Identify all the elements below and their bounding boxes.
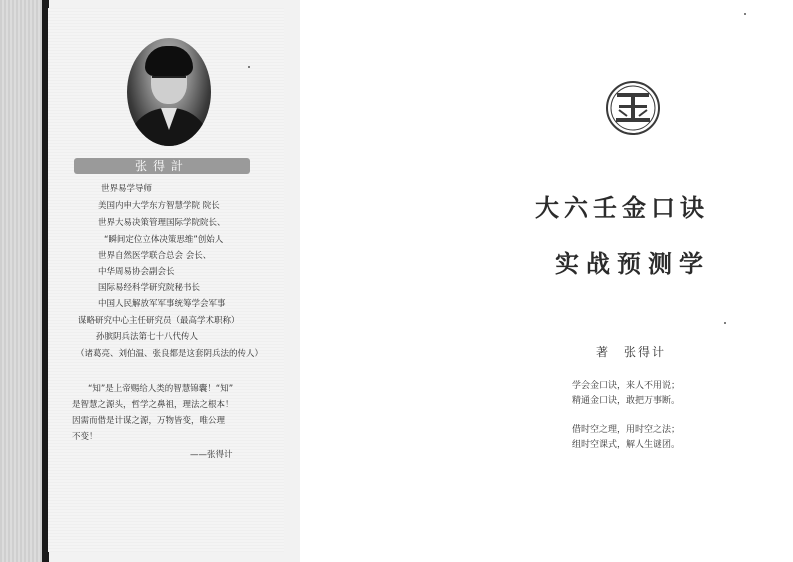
bio-line: 国际易经科学研究院秘书长 bbox=[98, 283, 201, 293]
book-title-line-2: 实战预测学 bbox=[555, 249, 710, 278]
bio-line: 世界易学导师 bbox=[101, 184, 153, 194]
portrait-glasses bbox=[152, 76, 186, 86]
scan-speck bbox=[724, 322, 726, 324]
quote-line: 是智慧之源头，哲学之鼻祖，理法之根本！ bbox=[72, 400, 234, 410]
verse-line: 精通金口诀，敢把万事断。 bbox=[572, 396, 681, 406]
publisher-seal-logo bbox=[605, 80, 661, 136]
verse-line: 学会金口诀，来人不用说； bbox=[572, 381, 681, 391]
bio-line: 世界大易决策管理国际学院院长、 bbox=[98, 218, 226, 228]
book-title-line-1: 大六壬金口诀 bbox=[535, 193, 709, 222]
byline-label: 著 bbox=[596, 345, 609, 359]
quote-signature: ——张得计 bbox=[190, 450, 233, 460]
page-spine-strip bbox=[0, 0, 44, 562]
verse-line: 组时空课式，解人生谜团。 bbox=[572, 440, 681, 450]
quote-line: 不变！ bbox=[72, 432, 98, 442]
bio-line: 谋略研究中心主任研究员（最高学术职称） bbox=[78, 316, 240, 326]
scan-speck bbox=[744, 13, 746, 15]
author-name-banner: 张得計 bbox=[74, 158, 250, 174]
byline-author-name: 张得计 bbox=[624, 345, 667, 359]
bio-line: （诸葛亮、刘伯温、张良都是这套阴兵法的传人） bbox=[76, 349, 264, 359]
author-portrait-photo bbox=[127, 38, 211, 146]
scan-speck bbox=[248, 66, 250, 68]
quote-line: “知”是上帝赐给人类的智慧锦囊！“知” bbox=[88, 384, 234, 394]
bio-line: 中华周易协会副会长 bbox=[98, 267, 175, 277]
verse-line: 借时空之理，用时空之法； bbox=[572, 425, 681, 435]
quote-line: 因需而借是计谋之源，万物皆变，唯公理 bbox=[72, 416, 226, 426]
portrait-hair bbox=[145, 46, 193, 76]
bio-line: 孙膑阴兵法第七十八代传人 bbox=[96, 332, 199, 342]
bio-line: 中国人民解放军军事统筹学会军事 bbox=[98, 299, 226, 309]
bio-line: 世界自然医学联合总会 会长、 bbox=[98, 251, 212, 261]
bio-line: “瞬间定位立体决策思维”创始人 bbox=[104, 235, 224, 245]
bio-line: 美国内申大学东方智慧学院 院长 bbox=[98, 201, 220, 211]
